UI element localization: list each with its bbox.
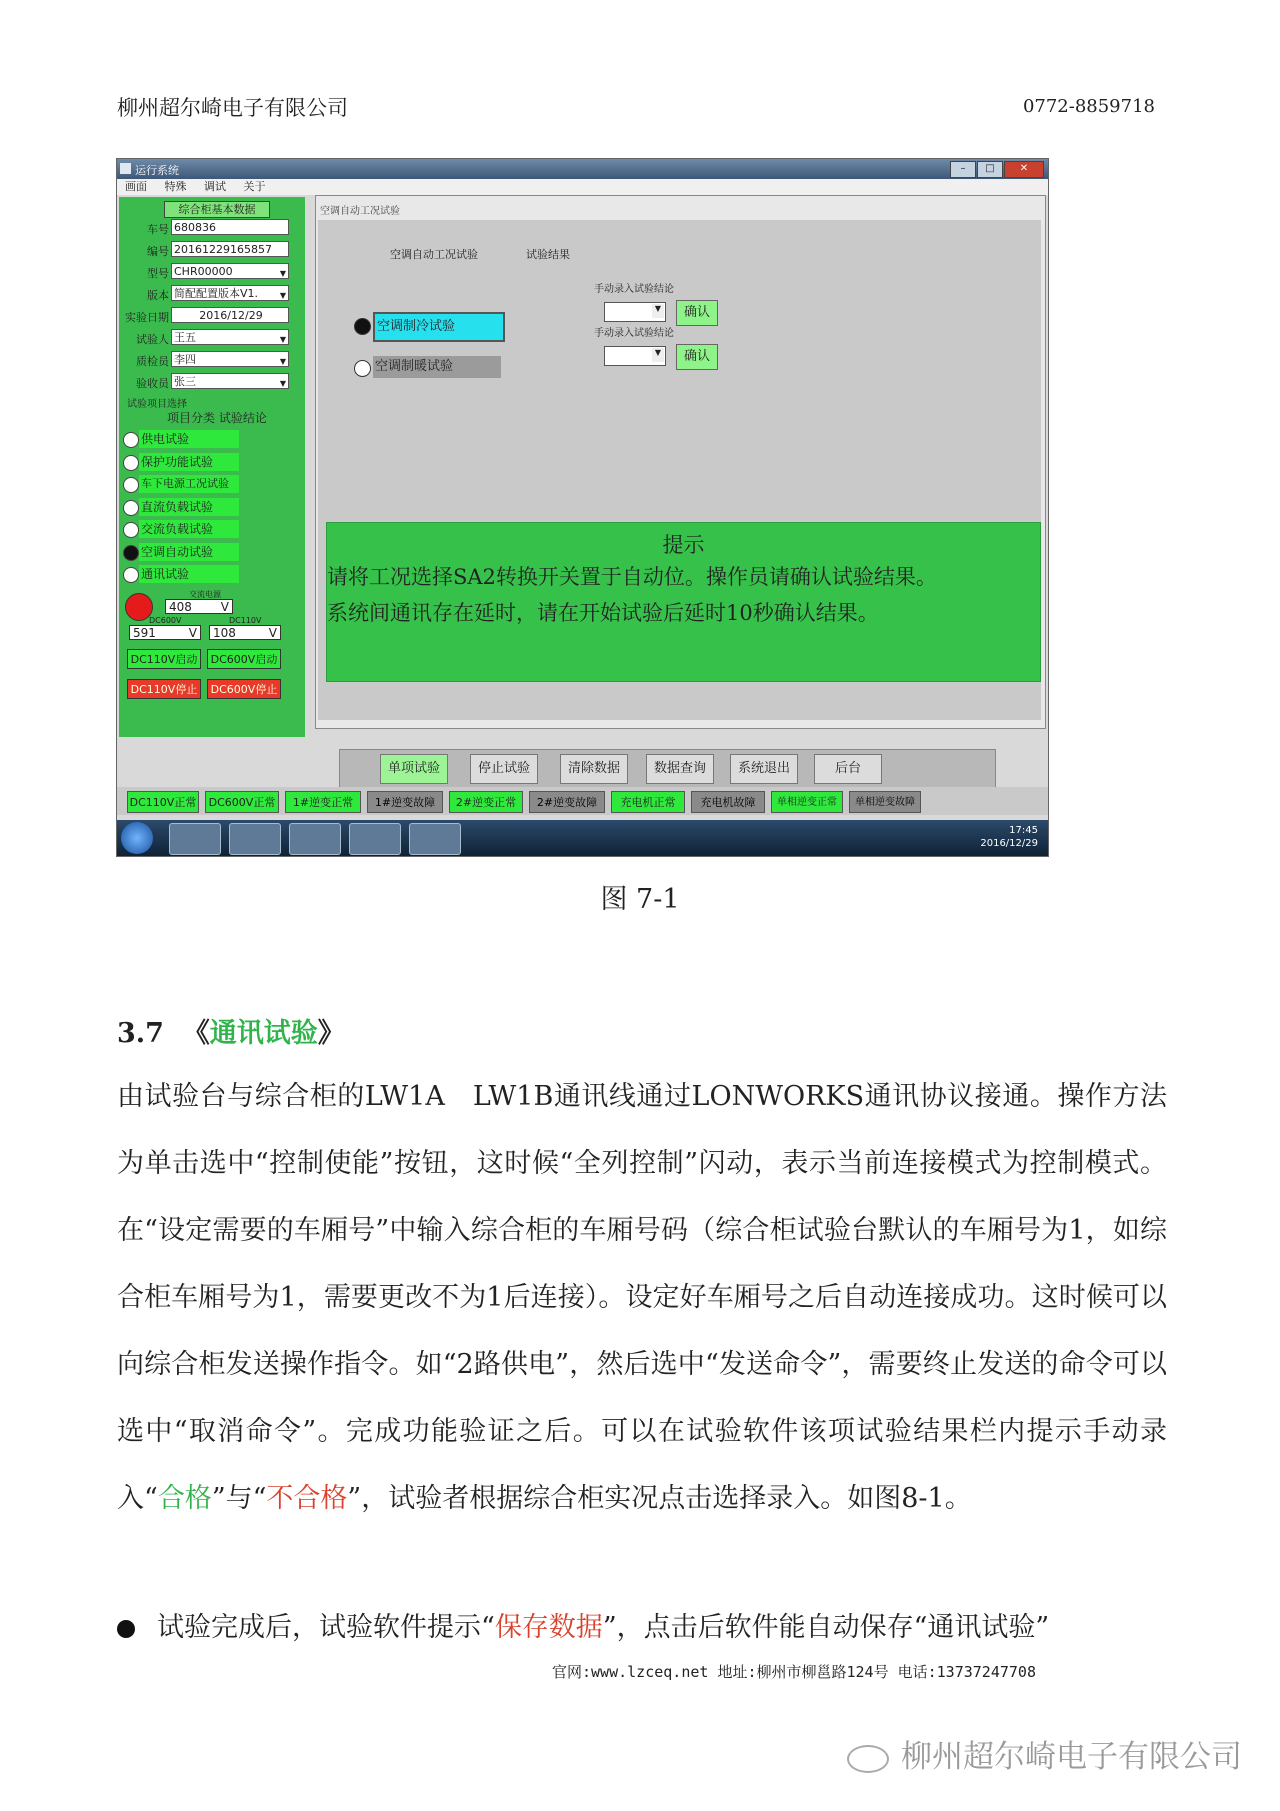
header-company: 柳州超尔崎电子有限公司 [117, 96, 348, 120]
field-serial [119, 241, 305, 259]
app-icon [120, 163, 131, 174]
status-dc110: DC110V正常 [127, 791, 199, 813]
tray-date: 2016/12/29 [980, 838, 1038, 849]
dc110-voltage-display [209, 625, 281, 640]
test-label: 供电试验 [139, 430, 239, 448]
window-titlebar [117, 159, 1048, 179]
test-label: 保护功能试验 [139, 453, 239, 471]
tip-box [326, 522, 1041, 682]
exit-system-button[interactable]: 系统退出 [730, 754, 798, 784]
heating-test-option[interactable]: 空调制暖试验 [373, 356, 501, 378]
body-paragraph [117, 1063, 1167, 1532]
version-select[interactable] [171, 285, 289, 301]
paragraph-text: 由试验台与综合柜的LW1A LW1B通讯线通过LONWORKS通讯协议接通。操作方法为单击选中“控制使能”按钮，这时候“全列控制”闪动，表示当前连接模式为控制模式。在“设定需要的车厢号”中输入综合柜的车厢号码（综合柜试验台默认的车厢号为1，如综合柜车厢号为1，需要更改不为1后连接）。设定好车厢号之后自动连接成功。这时候可以向综合柜发送操作指令。如“2路供电”，然后选中“发送命令”，需要终止发送的命令可以选中“取消命令”。完成功能验证之后。可以在试验软件该项试验结果栏内提示手动录入“ [117, 1081, 1167, 1514]
status-charger-fault: 充电机故障 [691, 791, 765, 813]
paragraph-text: ”与“ [211, 1483, 267, 1514]
fail-text: 不合格 [266, 1483, 348, 1514]
header-phone: 0772-8859718 [1022, 96, 1155, 117]
pass-text: 合格 [157, 1483, 212, 1514]
radio-cooling-selected[interactable] [354, 318, 371, 335]
date-input[interactable]: 2016/12/29 [171, 307, 289, 323]
field-qc [119, 351, 305, 369]
clear-data-button[interactable]: 清除数据 [560, 754, 628, 784]
dc600-voltage-display [129, 625, 201, 640]
paragraph-text: ”，试验者根据综合柜实况点击选择录入。如图8-1。 [347, 1483, 972, 1514]
car-number-input[interactable]: 680836 [171, 219, 289, 235]
radio-button[interactable] [123, 455, 139, 471]
menu-item-screen[interactable]: 画面 [125, 180, 147, 193]
dc600-stop-button[interactable]: DC600V停止 [207, 679, 281, 699]
figure-caption: 图 7-1 [600, 884, 680, 915]
column-header-result: 试验结果 [526, 248, 570, 261]
wechat-icon [847, 1745, 889, 1773]
taskbar-app-icon[interactable] [229, 823, 281, 855]
status-inverter1-fault: 1#逆变故障 [367, 791, 443, 813]
page-footer: 官网:www.lzceq.net 地址:柳州市柳邕路124号 电话:13737247708 [552, 1663, 1036, 1681]
window-title: 运行系统 [135, 164, 179, 177]
chevron-down-icon[interactable]: ▼ [652, 348, 664, 362]
taskbar [117, 820, 1048, 856]
tray-time: 17:45 [1009, 825, 1038, 836]
manual-entry-label: 手动录入试验结论 [594, 284, 674, 295]
acceptor-select[interactable] [171, 373, 289, 389]
folder-icon[interactable] [349, 823, 401, 855]
manual-entry-label: 手动录入试验结论 [594, 328, 674, 339]
result-select-cooling[interactable] [604, 302, 666, 322]
excel-icon[interactable] [289, 823, 341, 855]
test-label: 空调自动试验 [139, 543, 239, 561]
taskbar-app-icon[interactable] [409, 823, 461, 855]
column-header-test: 空调自动工况试验 [390, 248, 478, 261]
radio-button[interactable] [123, 477, 139, 493]
chevron-down-icon[interactable]: ▼ [279, 379, 287, 388]
radio-button-selected[interactable] [123, 545, 139, 561]
status-dc600: DC600V正常 [205, 791, 279, 813]
maximize-button[interactable]: □ [977, 161, 1003, 178]
backend-button[interactable]: 后台 [814, 754, 882, 784]
field-label: 编号 [147, 245, 169, 258]
basic-data-title: 综合柜基本数据 [164, 201, 270, 218]
ac-voltage-value: 408 [169, 600, 192, 614]
menu-item-about[interactable]: 关于 [243, 180, 266, 193]
confirm-button-heating[interactable]: 确认 [676, 344, 718, 370]
radio-button[interactable] [123, 567, 139, 583]
field-label: 验收员 [136, 377, 169, 390]
status-bar [117, 787, 1048, 815]
section-open-bracket: 《 [182, 1018, 210, 1049]
field-label: 版本 [147, 289, 169, 302]
single-test-button[interactable]: 单项试验 [380, 754, 448, 784]
acceptor-value: 张三 [174, 375, 196, 388]
test-select-label: 试验项目选择 [127, 399, 187, 410]
bullet-text: 试验完成后，试验软件提示“ [157, 1612, 495, 1643]
action-button-bar [339, 749, 996, 789]
field-date [119, 307, 305, 325]
status-inverter2-fault: 2#逆变故障 [529, 791, 605, 813]
field-car-number [119, 219, 305, 237]
close-button[interactable]: ✕ [1004, 161, 1044, 178]
unit-label: V [188, 626, 197, 640]
dc110-start-button[interactable]: DC110V启动 [127, 649, 201, 669]
section-heading [117, 1011, 345, 1050]
start-button-icon[interactable] [121, 822, 153, 854]
tester-select[interactable] [171, 329, 289, 345]
field-model [119, 263, 305, 281]
tip-title: 提示 [662, 533, 705, 557]
menubar [117, 179, 1048, 195]
version-value: 简配配置版本V1. [174, 287, 259, 300]
left-panel [119, 197, 305, 737]
field-version [119, 285, 305, 303]
field-label: 实验日期 [125, 311, 169, 324]
radio-button[interactable] [123, 500, 139, 516]
test-label: 交流负载试验 [139, 520, 239, 538]
watermark-text: 柳州超尔崎电子有限公司 [901, 1739, 1242, 1775]
chevron-down-icon[interactable]: ▼ [279, 291, 287, 300]
field-label: 型号 [147, 267, 169, 280]
section-number: 3.7 [117, 1018, 164, 1049]
test-label: 直流负载试验 [139, 498, 239, 516]
status-single-inverter-ok: 单相逆变正常 [771, 791, 843, 813]
system-tray-clock[interactable] [980, 824, 1038, 850]
confirm-button-cooling[interactable]: 确认 [676, 300, 718, 326]
save-data-text: 保存数据 [494, 1612, 603, 1643]
unit-label: V [268, 626, 277, 640]
query-data-button[interactable]: 数据查询 [646, 754, 714, 784]
chevron-down-icon[interactable]: ▼ [279, 269, 287, 278]
test-panel-caption: 空调自动工况试验 [320, 206, 400, 217]
section-title: 通讯试验 [209, 1018, 318, 1049]
stop-test-button[interactable]: 停止试验 [470, 754, 538, 784]
test-label: 车下电源工况试验 [139, 475, 239, 493]
tip-line-1: 请将工况选择SA2转换开关置于自动位。操作员请确认试验结果。 [327, 565, 937, 589]
tip-line-2: 系统间通讯存在延时，请在开始试验后延时10秒确认结果。 [327, 601, 879, 625]
unit-label: V [220, 600, 229, 614]
field-label: 试验人 [136, 333, 169, 346]
qc-select[interactable] [171, 351, 289, 367]
dc600-voltage-value: 591 [133, 626, 156, 640]
cooling-test-option[interactable]: 空调制冷试验 [373, 312, 505, 342]
dc110-label: DC110V [229, 616, 262, 625]
model-value: CHR00000 [174, 265, 233, 278]
serial-input[interactable]: 20161229165857 [171, 241, 289, 257]
radio-button[interactable] [123, 522, 139, 538]
minimize-button[interactable]: – [950, 161, 976, 178]
radio-button[interactable] [123, 432, 139, 448]
dc110-voltage-value: 108 [213, 626, 236, 640]
status-inverter1-ok: 1#逆变正常 [285, 791, 361, 813]
status-charger-ok: 充电机正常 [611, 791, 685, 813]
chevron-down-icon[interactable]: ▼ [652, 304, 664, 318]
chevron-down-icon[interactable]: ▼ [279, 335, 287, 344]
screenshot-window [116, 158, 1049, 857]
dc110-stop-button[interactable]: DC110V停止 [127, 679, 201, 699]
taskbar-app-icon[interactable] [169, 823, 221, 855]
model-select[interactable] [171, 263, 289, 279]
watermark [847, 1731, 1242, 1776]
radio-heating[interactable] [354, 360, 371, 377]
tester-value: 王五 [174, 331, 196, 344]
test-label: 通讯试验 [139, 565, 239, 583]
result-select-heating[interactable] [604, 346, 666, 366]
chevron-down-icon[interactable]: ▼ [279, 357, 287, 366]
field-tester [119, 329, 305, 347]
section-close-bracket: 》 [317, 1018, 345, 1049]
field-label: 质检员 [136, 355, 169, 368]
test-panel [315, 195, 1046, 729]
ac-voltage-display [165, 599, 233, 614]
field-acceptor [119, 373, 305, 391]
dc600-start-button[interactable]: DC600V启动 [207, 649, 281, 669]
menu-item-special[interactable]: 特殊 [164, 180, 187, 193]
menu-item-debug[interactable]: 调试 [204, 180, 226, 193]
status-inverter2-ok: 2#逆变正常 [449, 791, 523, 813]
status-single-inverter-fault: 单相逆变故障 [849, 791, 921, 813]
test-columns-label: 项目分类 试验结论 [167, 411, 267, 425]
bullet-icon [117, 1620, 135, 1638]
test-panel-body [318, 220, 1041, 720]
bullet-text: ”，点击后软件能自动保存“通讯试验” [602, 1612, 1050, 1643]
ac-power-label: 交流电源 [189, 590, 221, 599]
bullet-item [117, 1605, 1049, 1644]
qc-value: 李四 [174, 353, 196, 366]
dc600-label: DC600V [149, 616, 182, 625]
field-label: 车号 [147, 223, 169, 236]
